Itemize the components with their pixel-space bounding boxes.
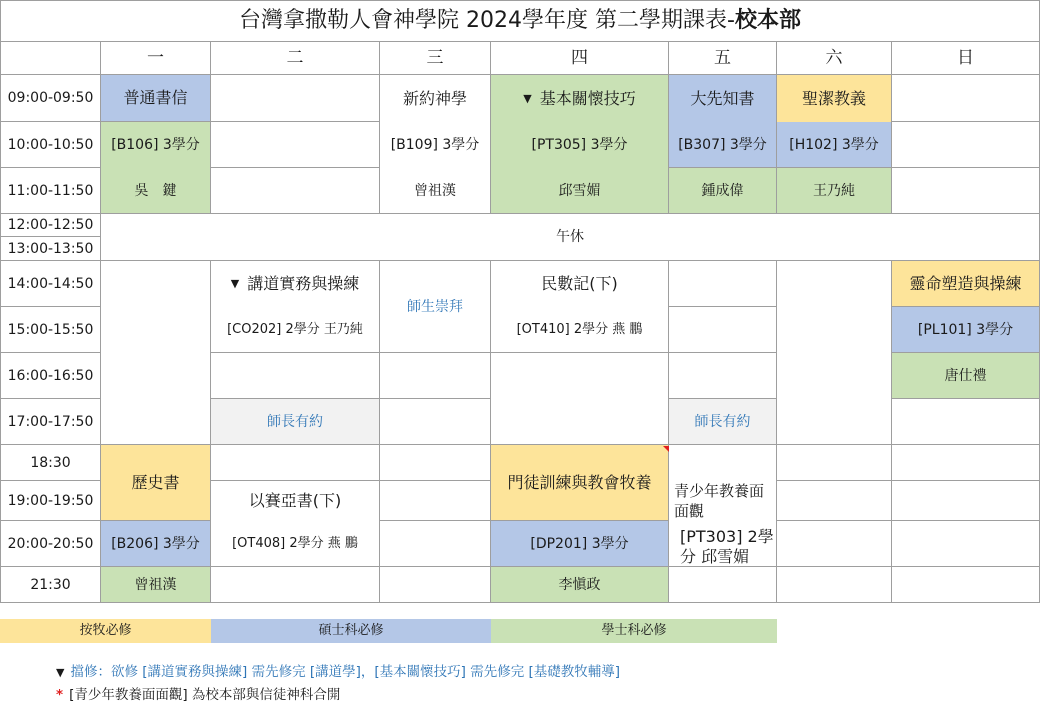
empty-cell — [211, 168, 380, 214]
legend-label: 學士科必修 — [601, 623, 667, 638]
time-slot: 13:00-13:50 — [0, 237, 101, 261]
course-teacher-cell — [380, 168, 491, 214]
course-name: 靈命塑造與操練 — [909, 273, 1022, 293]
empty-cell — [777, 481, 892, 521]
legend-bachelor — [491, 619, 777, 643]
course-teacher: 吳 鍵 — [134, 182, 177, 199]
course-name-cell — [211, 261, 380, 307]
empty-cell — [669, 261, 777, 307]
day-header-sat: 六 — [777, 42, 892, 75]
course-code-cell — [777, 122, 892, 168]
legend-label: 按牧必修 — [79, 623, 132, 638]
empty-cell — [892, 75, 1040, 122]
title-campus: 校本部 — [734, 8, 801, 33]
course-teacher-cell — [892, 353, 1040, 399]
day-header-wed: 三 — [380, 42, 491, 75]
course-teacher-cell — [777, 168, 892, 214]
empty-cell — [669, 353, 777, 399]
empty-cell — [892, 399, 1040, 445]
empty-cell — [777, 445, 892, 481]
empty-cell — [380, 481, 491, 521]
course-code: [PL101] 3學分 — [917, 321, 1014, 338]
legend-label: 碩士科必修 — [318, 623, 384, 638]
course-teacher: 李愼政 — [558, 576, 601, 593]
time-slot: 19:00-19:50 — [0, 481, 101, 521]
course-name: 基本關懷技巧 — [539, 88, 636, 108]
title-main: 台灣拿撒勒人會神學院 2024學年度 第二學期課表- — [239, 8, 735, 33]
lunch-break — [101, 214, 1040, 261]
appointment-cell — [211, 399, 380, 445]
course-teacher-cell — [491, 168, 669, 214]
course-code-line: [PT303] 2學 — [680, 527, 774, 546]
course-name-cell — [892, 261, 1040, 307]
time-slot: 16:00-16:50 — [0, 353, 101, 399]
course-name: 大先知書 — [690, 88, 755, 108]
empty-cell — [211, 353, 380, 399]
course-name-line: 青少年教養面 — [674, 482, 765, 500]
course-code-cell — [211, 521, 380, 567]
time-slot: 10:00-10:50 — [0, 122, 101, 168]
empty-cell — [380, 399, 491, 445]
course-code: [DP201] 3學分 — [530, 535, 629, 552]
course-teacher: 鍾成偉 — [701, 182, 744, 199]
time-slot: 14:00-14:50 — [0, 261, 101, 307]
note-marker: * — [56, 687, 64, 703]
course-name-cell — [101, 445, 211, 521]
empty-cell — [380, 521, 491, 567]
course-code-cell — [380, 122, 491, 168]
course-name: 新約神學 — [402, 88, 467, 108]
empty-cell — [892, 481, 1040, 521]
course-code-cell — [491, 307, 669, 353]
course-code-line: 分 邱雪媚 — [680, 547, 750, 566]
empty-cell — [380, 445, 491, 481]
empty-cell — [669, 567, 777, 603]
course-teacher: 邱雪媚 — [558, 182, 601, 199]
empty-cell — [380, 353, 491, 399]
empty-cell — [777, 567, 892, 603]
course-name-cell — [211, 481, 380, 521]
course-code-cell — [101, 521, 211, 567]
course-name: 門徒訓練與教會牧養 — [507, 472, 652, 492]
time-slot: 15:00-15:50 — [0, 307, 101, 353]
empty-cell — [211, 567, 380, 603]
worship-cell — [380, 261, 491, 353]
prerequisite-note — [56, 660, 620, 680]
empty-cell — [211, 122, 380, 168]
course-name-cell — [491, 75, 669, 122]
time-slot: 12:00-12:50 — [0, 214, 101, 237]
lunch-label: 午休 — [556, 229, 584, 245]
empty-cell — [892, 521, 1040, 567]
course-code-cell — [491, 521, 669, 567]
legend-pastoral — [0, 619, 211, 643]
note-text: [青少年教養面面觀] 為校本部與信徒神科合開 — [69, 687, 341, 703]
course-teacher: 唐仕禮 — [944, 367, 987, 384]
time-slot: 11:00-11:50 — [0, 168, 101, 214]
empty-cell — [892, 445, 1040, 481]
course-teacher-cell — [101, 567, 211, 603]
course-code: [B106] 3學分 — [111, 137, 200, 153]
course-name-line: 面觀 — [674, 502, 705, 520]
empty-cell — [892, 567, 1040, 603]
prerequisite-marker: ▼ — [523, 91, 532, 105]
empty-cell — [211, 445, 380, 481]
course-teacher: 王乃純 — [813, 182, 855, 199]
course-teacher-cell — [669, 168, 777, 214]
time-slot: 20:00-20:50 — [0, 521, 101, 567]
course-name-cell — [777, 75, 892, 122]
course-name-cell — [669, 75, 777, 122]
course-name: 歷史書 — [131, 472, 180, 492]
course-name: 普通書信 — [123, 88, 188, 107]
course-name-cell — [491, 261, 669, 307]
course-teacher-cell — [491, 567, 669, 603]
note-text: 擋修：欲修 [講道實務與操練] 需先修完 [講道學]，[基本關懷技巧] 需先修完 [基礎教牧輔導] — [70, 664, 621, 680]
prerequisite-marker: ▼ — [230, 277, 240, 290]
day-header-sun: 日 — [892, 42, 1040, 75]
day-header-fri: 五 — [669, 42, 777, 75]
empty-cell — [491, 353, 669, 445]
course-teacher: 曾祖漢 — [414, 182, 456, 199]
joint-course-note — [56, 683, 340, 703]
empty-cell — [892, 168, 1040, 214]
appointment-label: 師長有約 — [267, 413, 323, 430]
course-code: [CO202] 2學分 王乃純 — [227, 321, 363, 337]
day-header-thu: 四 — [491, 42, 669, 75]
course-code: [B109] 3學分 — [390, 137, 480, 153]
empty-cell — [777, 261, 892, 445]
empty-cell — [669, 307, 777, 353]
course-teacher: 曾祖漢 — [134, 576, 177, 593]
empty-cell — [211, 75, 380, 122]
course-name-cell — [380, 75, 491, 122]
time-slot: 17:00-17:50 — [0, 399, 101, 445]
course-code: [PT305] 3學分 — [531, 137, 628, 153]
day-header-mon: 一 — [101, 42, 211, 75]
course-name: 講道實務與操練 — [247, 274, 360, 293]
course-code: [B307] 3學分 — [678, 136, 767, 153]
course-teacher-cell — [101, 168, 211, 214]
course-code: [OT408] 2學分 燕 鵬 — [232, 535, 358, 551]
empty-cell — [101, 261, 211, 445]
course-code: [OT410] 2學分 燕 鵬 — [516, 321, 643, 337]
day-header-tue: 二 — [211, 42, 380, 75]
page-title — [0, 0, 1040, 42]
course-name: 以賽亞書(下) — [248, 491, 342, 510]
time-slot: 21:30 — [0, 567, 101, 603]
appointment-label: 師長有約 — [694, 413, 751, 430]
course-name: 聖潔教義 — [801, 88, 866, 108]
time-slot: 09:00-09:50 — [0, 75, 101, 122]
time-slot: 18:30 — [0, 445, 101, 481]
course-code-cell — [491, 122, 669, 168]
course-name-cell — [101, 75, 211, 122]
legend-master — [211, 619, 491, 643]
empty-cell — [892, 122, 1040, 168]
course-name-cell — [491, 445, 669, 521]
course-code-cell — [669, 122, 777, 168]
worship-label: 師生崇拜 — [407, 298, 463, 315]
corner-cell — [0, 42, 101, 75]
course-code: [B206] 3學分 — [111, 535, 200, 552]
course-code-cell — [101, 122, 211, 168]
course-code: [H102] 3學分 — [789, 136, 879, 153]
course-code-cell — [892, 307, 1040, 353]
course-code-cell — [211, 307, 380, 353]
note-marker: ▼ — [56, 666, 65, 679]
appointment-cell — [669, 399, 777, 445]
empty-cell — [380, 567, 491, 603]
empty-cell — [777, 521, 892, 567]
course-name: 民數記(下) — [541, 274, 618, 293]
